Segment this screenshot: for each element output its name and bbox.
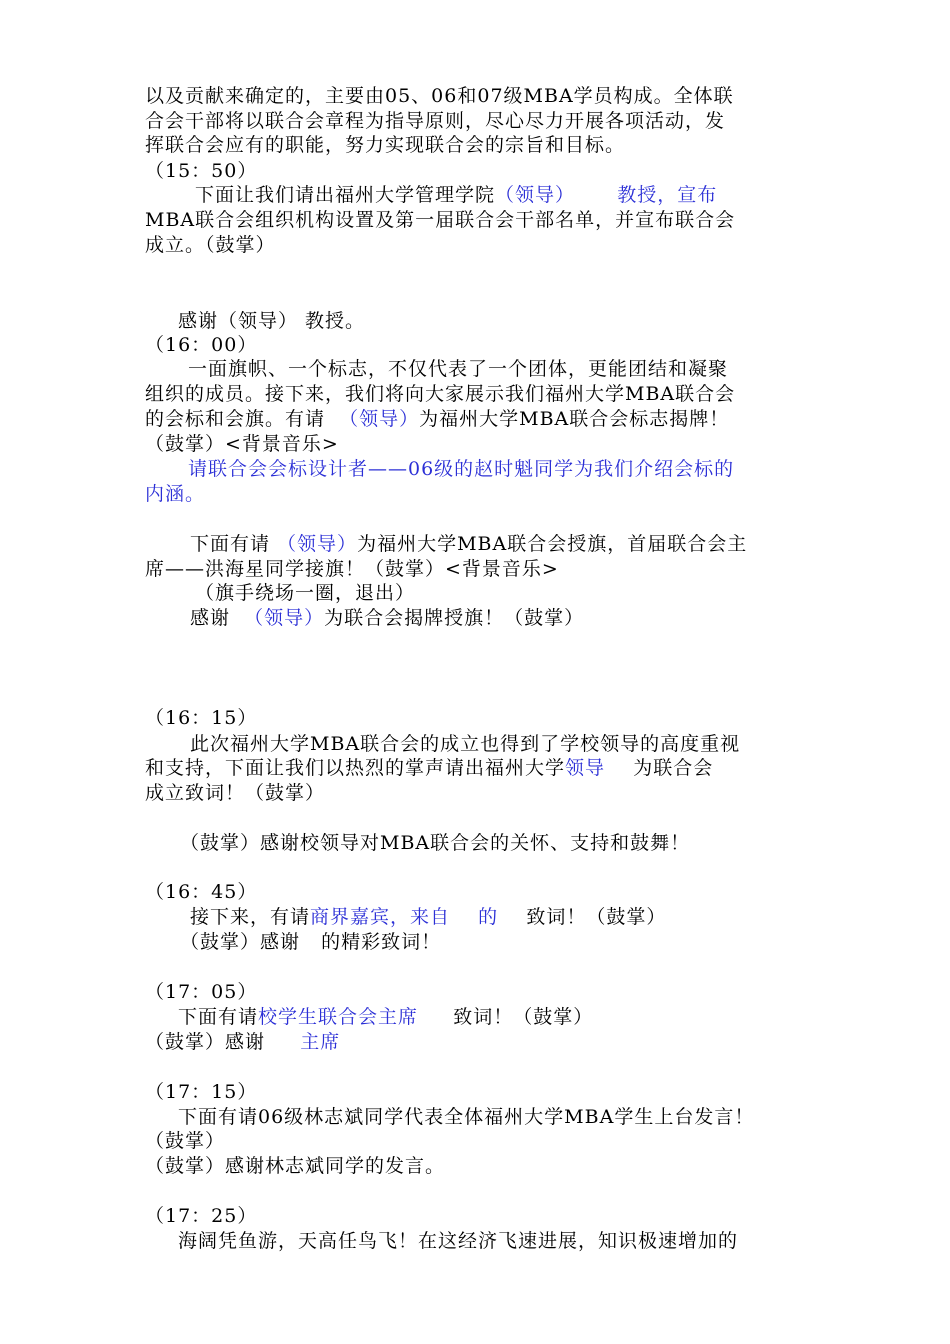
text-segment: 下面让我们请出福州大学管理学院: [195, 184, 496, 206]
highlighted-text: 领导: [565, 757, 606, 779]
text-segment: （17：05）: [145, 981, 258, 1003]
line-15: [145, 482, 205, 507]
text-segment: （鼓掌）感谢校领导对MBA联合会的关怀、支持和鼓舞！: [180, 832, 691, 854]
line-10: [188, 357, 728, 382]
text-segment: 感谢（领导） 教授。: [178, 310, 366, 332]
line-36: [178, 1229, 738, 1254]
line-11: [145, 382, 735, 407]
highlighted-text: 校学生联合会主席: [258, 1006, 419, 1028]
line-3: [145, 133, 625, 158]
line-9: [145, 333, 257, 358]
text-segment: （旗手绕场一圈，退出）: [195, 582, 416, 604]
text-segment: 致词！（鼓掌）: [418, 1006, 594, 1028]
text-segment: 感谢: [190, 607, 245, 629]
text-segment: 为联合会揭牌授旗！（鼓掌）: [324, 607, 585, 629]
line-30: [145, 1030, 340, 1055]
line-34: [145, 1154, 445, 1179]
text-segment: 此次福州大学MBA联合会的成立也得到了学校领导的高度重视: [190, 733, 741, 755]
text-segment: 成立致词！（鼓掌）: [145, 782, 326, 804]
text-segment: 成立。（鼓掌）: [145, 234, 276, 256]
highlighted-text: 商界嘉宾，来自 的: [310, 906, 499, 928]
line-24: [180, 831, 690, 856]
text-segment: [575, 184, 617, 206]
highlighted-text: 主席: [300, 1031, 341, 1053]
highlighted-text: 教授: [617, 184, 658, 206]
line-26: [190, 905, 666, 930]
text-segment: 下面有请06级林志斌同学代表全体福州大学MBA学生上台发言！: [178, 1106, 755, 1128]
text-segment: （鼓掌）<背景音乐>: [145, 433, 339, 455]
line-1: [145, 84, 734, 109]
highlighted-text: （领导）: [339, 408, 420, 430]
text-segment: （17：25）: [145, 1205, 258, 1227]
text-segment: 海阔凭鱼游，天高任鸟飞！在这经济飞速进展，知识极速增加的: [178, 1230, 739, 1252]
line-8: [178, 309, 365, 334]
line-22: [145, 756, 713, 781]
line-16: [190, 532, 747, 557]
text-segment: （16：45）: [145, 881, 258, 903]
line-17: [145, 557, 559, 582]
highlighted-text: （领导）: [277, 533, 358, 555]
text-segment: 为福州大学MBA联合会标志揭牌！: [419, 408, 730, 430]
line-13: [145, 432, 339, 457]
text-segment: （鼓掌）感谢: [145, 1031, 301, 1053]
text-segment: 席——洪海星同学接旗！（鼓掌）<背景音乐>: [145, 558, 559, 580]
line-29: [178, 1005, 593, 1030]
line-2: [145, 109, 725, 134]
text-segment: 致词！（鼓掌）: [498, 906, 667, 928]
line-33: [145, 1129, 225, 1154]
line-18: [195, 581, 415, 606]
text-segment: 和支持，下面让我们以热烈的掌声请出福州大学: [145, 757, 566, 779]
line-25: [145, 880, 257, 905]
line-19: [190, 606, 584, 631]
line-32: [178, 1105, 754, 1130]
line-35: [145, 1204, 257, 1229]
text-segment: 的会标和会旗。有请: [145, 408, 340, 430]
text-segment: 一面旗帜、一个标志，不仅代表了一个团体，更能团结和凝聚: [188, 358, 729, 380]
line-31: [145, 1080, 257, 1105]
text-segment: 下面有请: [190, 533, 278, 555]
highlighted-text: ，宣布: [657, 184, 718, 206]
line-5: [195, 183, 717, 208]
highlighted-text: （领导）: [495, 184, 576, 206]
text-segment: 挥联合会应有的职能，努力实现联合会的宗旨和目标。: [145, 134, 626, 156]
text-segment: 接下来，有请: [190, 906, 311, 928]
line-7: [145, 233, 276, 258]
text-segment: （鼓掌）: [145, 1130, 226, 1152]
text-segment: （鼓掌）感谢林志斌同学的发言。: [145, 1155, 446, 1177]
text-segment: 以及贡献来确定的，主要由05、06和07级MBA学员构成。全体联: [145, 85, 734, 107]
line-6: [145, 208, 735, 233]
text-segment: 组织的成员。接下来，我们将向大家展示我们福州大学MBA联合会: [145, 383, 736, 405]
text-segment: 下面有请: [178, 1006, 259, 1028]
line-27: [180, 930, 441, 955]
text-segment: （16：00）: [145, 334, 258, 356]
highlighted-text: 请联合会会标设计者——06级的赵时魁同学为我们介绍会标的: [188, 458, 735, 480]
text-segment: （17：15）: [145, 1081, 258, 1103]
line-23: [145, 781, 325, 806]
text-segment: 为联合会: [605, 757, 714, 779]
highlighted-text: （领导）: [244, 607, 325, 629]
text-segment: （16：15）: [145, 707, 258, 729]
text-segment: （鼓掌）感谢 的精彩致词！: [180, 931, 442, 953]
text-segment: 为福州大学MBA联合会授旗，首届联合会主: [357, 533, 748, 555]
line-20: [145, 706, 257, 731]
line-21: [190, 732, 740, 757]
text-segment: 合会干部将以联合会章程为指导原则，尽心尽力开展各项活动，发: [145, 110, 726, 132]
line-12: [145, 407, 729, 432]
text-segment: MBA联合会组织机构设置及第一届联合会干部名单，并宣布联合会: [145, 209, 736, 231]
text-segment: （15：50）: [145, 160, 258, 182]
highlighted-text: 内涵。: [145, 483, 206, 505]
line-28: [145, 980, 257, 1005]
line-14: [188, 457, 734, 482]
line-4: [145, 159, 257, 184]
